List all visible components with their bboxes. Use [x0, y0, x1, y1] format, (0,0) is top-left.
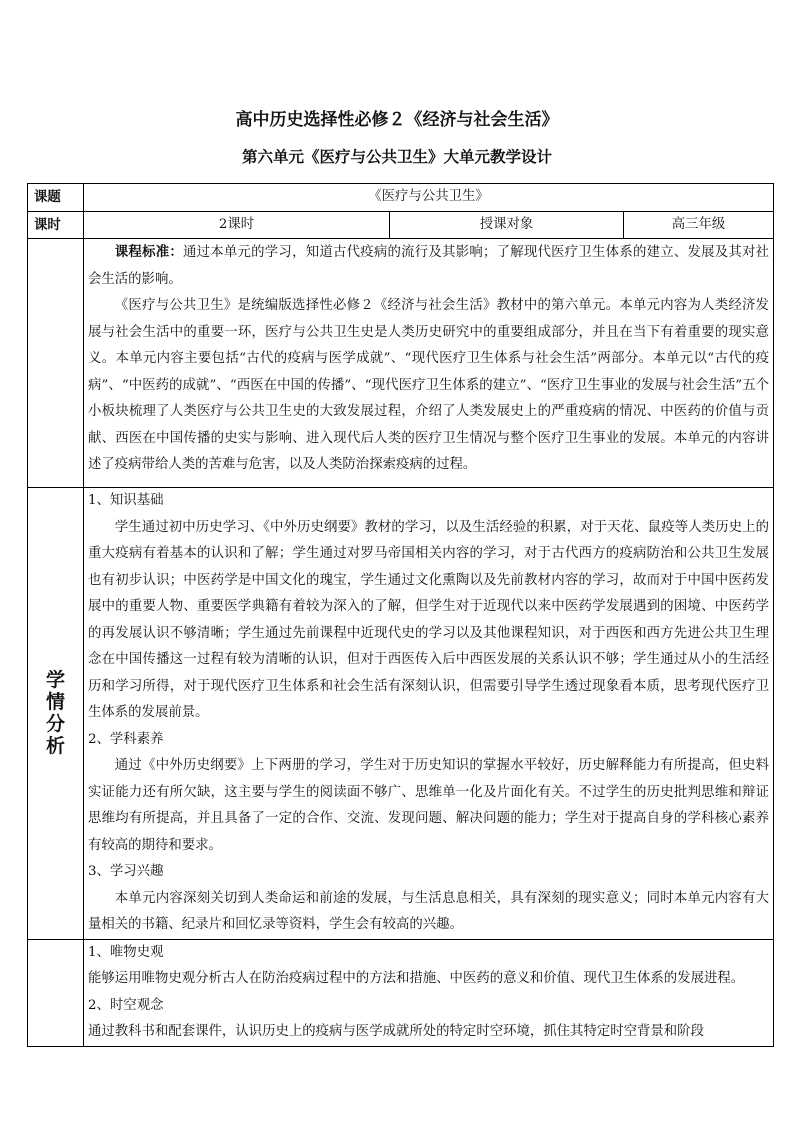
interest-para: 本单元内容深刻关切到人类命运和前途的发展，与生活息息相关，具有深刻的现实意义；同时本单元内容有大量相关的书籍、纪录片和回忆录等资料，学生会有较高的兴趣。	[88, 890, 770, 932]
materialism-heading: 1、唯物史观	[88, 944, 164, 960]
topic-value: 《医疗与公共卫生》	[84, 184, 774, 212]
audience-value: 高三年级	[624, 211, 774, 239]
table-row	[28, 488, 774, 940]
table-row	[28, 184, 774, 212]
analysis-label	[28, 488, 84, 940]
lesson-plan-table	[27, 183, 774, 1047]
interest-heading: 3、学习兴趣	[88, 864, 164, 879]
unit-overview-para: 《医疗与公共卫生》是统编版选择性必修２《经济与社会生活》教材中的第六单元。本单元内容为人类经济发展与社会生活中的重要一环，医疗与公共卫生史是人类历史研究中的重要组成部分，并且在当下有着重要的现实意义。本单元内容主要包括“古代的疫病与医学成就”、“现代医疗卫生体系与社会生活”两部分。本单元以“古代的疫病”、“中医药的成就”、“西医在中国的传播”、“现代医疗卫生体系的建立”、“医疗卫生事业的发展与社会生活”五个小板块梳理了人类医疗与公共卫生史的大致发展过程，介绍了人类发展史上的严重疫病的情况、中医药的价值与贡献、西医在中国传播的史实与影响、进入现代后人类的医疗卫生情况与整个医疗卫生事业的发展。本单元的内容讲述了疫病带给人类的苦难与危害，以及人类防治探索疫病的过程。	[88, 298, 770, 472]
knowledge-heading: 1、知识基础	[88, 493, 164, 508]
table-row	[28, 211, 774, 239]
materialism-para: 能够运用唯物史观分析古人在防治疫病过程中的方法和措施、中医药的意义和价值、现代卫生体系的发展进程。	[88, 971, 745, 986]
analysis-label-text: 学情分析	[45, 669, 65, 758]
literacy-para: 通过《中外历史纲要》上下两册的学习，学生对于历史知识的掌握水平较好，历史解释能力有所提高，但史料实证能力还有所欠缺，这主要与学生的阅读面不够广、思维单一化及片面化有关。不过学生的历史批判思维和辩证思维均有所提高，并且具备了一定的合作、交流、发现问题、解决问题的能力；学生对于提高自身的学科核心素养有较高的期待和要求。	[88, 758, 770, 853]
core-literacy-cell	[84, 939, 774, 1046]
table-row	[28, 939, 774, 1046]
knowledge-para: 学生通过初中历史学习、《中外历史纲要》教材的学习，以及生活经验的积累，对于天花、鼠疫等人类历史上的重大疫病有着基本的认识和了解；学生通过对罗马帝国相关内容的学习，对于古代西方的疫病防治和公共卫生发展也有初步认识；中医药学是中国文化的瑰宝，学生通过文化熏陶以及先前教材内容的学习，故而对于中国中医药发展中的重要人物、重要医学典籍有着较为深入的了解，但学生对于近现代以来中医药学发展遇到的困境、中医药学的再发展认识不够清晰；学生通过先前课程中近现代史的学习以及其他课程知识，对于西医和西方先进公共卫生理念在中国传播这一过程有较为清晰的认识，但对于西医传入后中西医发展的关系认识不够；学生通过从小的生活经历和学习所得，对于现代医疗卫生体系和社会生活有深刻认识，但需要引导学生透过现象看本质，思考现代医疗卫生体系的发展前景。	[88, 519, 770, 720]
table-row	[28, 239, 774, 488]
hours-value: 2课时	[84, 211, 390, 239]
curriculum-standard-text: 通过本单元的学习，知道古代疫病的流行及其影响；了解现代医疗卫生体系的建立、发展及其对社会生活的影响。	[88, 245, 770, 287]
literacy-label-cell	[28, 939, 84, 1046]
curriculum-standard-para	[88, 239, 769, 293]
space-time-para: 通过教科书和配套课件，认识历史上的疫病与医学成就所处的特定时空环境，抓住其特定时空背景和阶段	[88, 1024, 704, 1039]
standard-label-cell	[28, 239, 84, 488]
hours-label: 课时	[28, 211, 84, 239]
document-subtitle: 第六单元《医疗与公共卫生》大单元教学设计	[241, 147, 552, 166]
curriculum-standard-label: 课程标准：	[114, 244, 183, 260]
document-title: 高中历史选择性必修２《经济与社会生活》	[235, 110, 559, 130]
curriculum-standard-cell	[84, 239, 774, 488]
space-time-heading: 2、时空观念	[88, 997, 164, 1013]
literacy-heading: 2、学科素养	[88, 731, 164, 747]
topic-label: 课题	[28, 184, 84, 212]
audience-label: 授课对象	[390, 211, 624, 239]
analysis-cell	[84, 488, 774, 940]
